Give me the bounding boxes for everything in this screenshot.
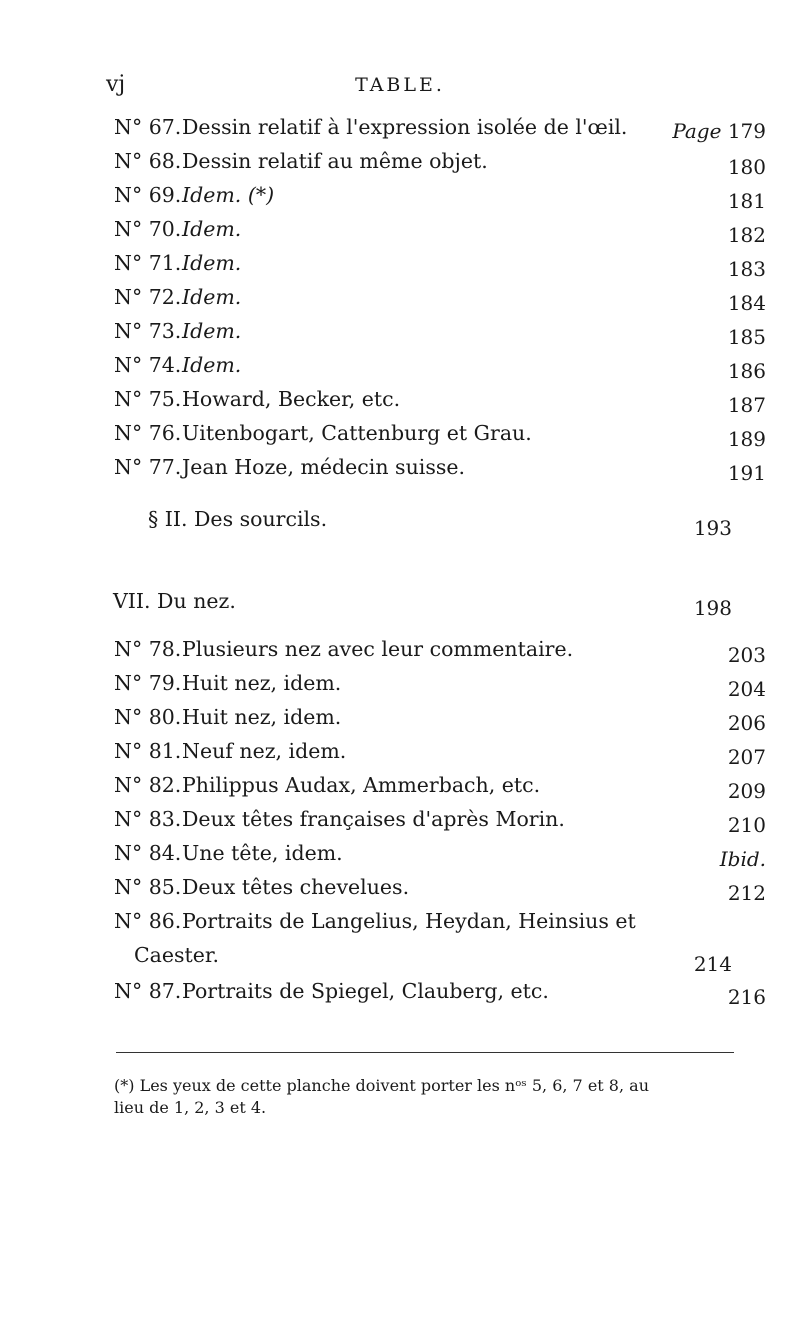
entry-number: N° 87. (114, 979, 182, 1003)
entry-number: N° 76. (114, 421, 182, 445)
entry-number: N° 67. (114, 115, 182, 139)
entry-title: Huit nez, idem. (182, 705, 342, 729)
entry-number: N° 75. (114, 387, 182, 411)
entry-number: N° 80. (114, 705, 182, 729)
entry-page: 182 (727, 223, 766, 247)
entry-number: N° 71. (114, 251, 182, 275)
entry-title: Dessin relatif à l'expression isolée de l'œil. (182, 115, 628, 139)
entry-page: Page 179 (672, 119, 766, 143)
entry-number: N° 69. (114, 183, 182, 207)
list-item (114, 702, 766, 735)
list-item (114, 736, 766, 769)
entry-page: 207 (727, 745, 766, 769)
entry-number: N° 85. (114, 875, 182, 899)
entry-title: Idem. (182, 353, 242, 377)
entry-page: 180 (727, 155, 766, 179)
page-number: vj (106, 72, 126, 97)
entry-page: 203 (727, 643, 766, 667)
entry-page: 216 (727, 985, 766, 1009)
entry-number: N° 83. (114, 807, 182, 831)
list-item (114, 668, 766, 701)
entry-title: Howard, Becker, etc. (182, 387, 401, 411)
entry-title: Idem. (182, 319, 242, 343)
footnote-divider (116, 1052, 734, 1053)
entry-number: N° 77. (114, 455, 182, 479)
list-item (114, 316, 766, 349)
entry-title: Plusieurs nez avec leur commentaire. (182, 637, 574, 661)
entry-number: N° 82. (114, 773, 182, 797)
running-head: TABLE. (355, 74, 445, 96)
entry-number: N° 68. (114, 149, 182, 173)
entry-page: 183 (727, 257, 766, 281)
list-item (114, 350, 766, 383)
entry-title: Portraits de Langelius, Heydan, Heinsius et (182, 909, 636, 933)
entry-title: Idem. (182, 217, 242, 241)
entry-page: 214 (693, 952, 732, 976)
list-item (114, 180, 766, 213)
entry-number: N° 79. (114, 671, 182, 695)
entry-title-continuation: Caester. (134, 943, 219, 967)
list-item (114, 214, 766, 247)
entry-number: N° 73. (114, 319, 182, 343)
entry-title: Dessin relatif au même objet. (182, 149, 488, 173)
entry-title: Uitenbogart, Cattenburg et Grau. (182, 421, 532, 445)
entry-number: N° 72. (114, 285, 182, 309)
entry-page: 209 (727, 779, 766, 803)
list-item (114, 418, 766, 451)
list-item (114, 976, 766, 1009)
list-item (114, 452, 766, 485)
entry-title: Idem. (182, 285, 242, 309)
entry-title: Portraits de Spiegel, Clauberg, etc. (182, 979, 549, 1003)
chapter-page: 198 (693, 596, 732, 620)
entry-page: 184 (727, 291, 766, 315)
entry-title: Neuf nez, idem. (182, 739, 347, 763)
list-item (114, 112, 766, 143)
list-item (114, 906, 734, 936)
entry-page: 210 (727, 813, 766, 837)
footnote-line: (*) Les yeux de cette planche doivent porter les nᵒˢ 5, 6, 7 et 8, au (114, 1076, 649, 1095)
entry-title: Deux têtes chevelues. (182, 875, 410, 899)
entry-page: 206 (727, 711, 766, 735)
entry-number: N° 81. (114, 739, 182, 763)
list-item (114, 770, 766, 803)
entry-number: N° 86. (114, 909, 182, 933)
entry-page: 185 (727, 325, 766, 349)
footnote-line: lieu de 1, 2, 3 et 4. (114, 1098, 267, 1117)
entry-title: Idem. (*) (182, 183, 275, 207)
list-item (114, 872, 766, 905)
list-item (114, 384, 766, 417)
section-heading: § II. Des sourcils. (148, 507, 328, 531)
list-item (114, 248, 766, 281)
entry-number: N° 74. (114, 353, 182, 377)
entry-page: 212 (727, 881, 766, 905)
list-item (114, 634, 766, 667)
entry-title: Philippus Audax, Ammerbach, etc. (182, 773, 541, 797)
entry-number: N° 84. (114, 841, 182, 865)
entry-title: Jean Hoze, médecin suisse. (182, 455, 466, 479)
section-page: 193 (693, 516, 732, 540)
entry-title: Deux têtes françaises d'après Morin. (182, 807, 565, 831)
entry-page: 181 (727, 189, 766, 213)
entry-page: 186 (727, 359, 766, 383)
chapter-heading: VII. Du nez. (113, 589, 236, 613)
entry-number: N° 78. (114, 637, 182, 661)
entry-page: 204 (727, 677, 766, 701)
list-item (114, 804, 766, 837)
entry-page: 187 (727, 393, 766, 417)
entry-title: Une tête, idem. (182, 841, 343, 865)
entry-page: 189 (727, 427, 766, 451)
list-item (114, 838, 766, 871)
footnote (114, 1075, 739, 1119)
list-item (114, 146, 766, 179)
entry-page: Ibid. (719, 847, 766, 871)
entry-title: Idem. (182, 251, 242, 275)
list-item (114, 282, 766, 315)
entry-page: 191 (727, 461, 766, 485)
entry-number: N° 70. (114, 217, 182, 241)
entry-title: Huit nez, idem. (182, 671, 342, 695)
